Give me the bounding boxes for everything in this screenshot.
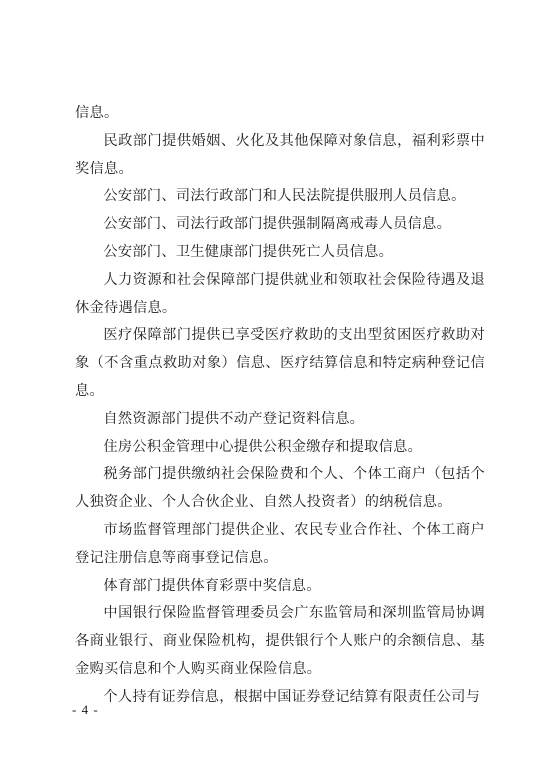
paragraph-12: 体育部门提供体育彩票中奖信息。 bbox=[103, 577, 321, 594]
paragraph-7: 医疗保障部门提供已享受医疗救助的支出型贫困医疗救助对象（不含重点救助对象）信息、医疗结算信息和特定病种登记信息。 bbox=[75, 327, 485, 399]
paragraph-5: 公安部门、卫生健康部门提供死亡人员信息。 bbox=[103, 243, 394, 260]
paragraph-3: 公安部门、司法行政部门和人民法院提供服刑人员信息。 bbox=[103, 188, 466, 205]
paragraph-13: 中国银行保险监督管理委员会广东监管局和深圳监管局协调各商业银行、商业保险机构，提供银行个人账户的余额信息、基金购买信息和个人购买商业保险信息。 bbox=[75, 605, 485, 677]
paragraph-10: 税务部门提供缴纳社会保险费和个人、个体工商户（包括个人独资企业、个人合伙企业、自然人投资者）的纳税信息。 bbox=[75, 466, 485, 511]
paragraph-11: 市场监督管理部门提供企业、农民专业合作社、个体工商户登记注册信息等商事登记信息。 bbox=[75, 521, 485, 566]
body-text bbox=[75, 100, 485, 712]
paragraph-9: 住房公积金管理中心提供公积金缴存和提取信息。 bbox=[103, 438, 423, 455]
paragraph-4: 公安部门、司法行政部门提供强制隔离戒毒人员信息。 bbox=[103, 216, 452, 233]
page-number: - 4 - bbox=[72, 702, 99, 717]
paragraph-8: 自然资源部门提供不动产登记资料信息。 bbox=[103, 410, 365, 427]
paragraph-2: 民政部门提供婚姻、火化及其他保障对象信息，福利彩票中奖信息。 bbox=[75, 132, 485, 177]
paragraph-6: 人力资源和社会保障部门提供就业和领取社会保险待遇及退休金待遇信息。 bbox=[75, 271, 485, 316]
paragraph-1: 信息。 bbox=[75, 105, 119, 121]
paragraph-14: 个人持有证券信息，根据中国证券登记结算有限责任公司与 bbox=[103, 688, 481, 705]
